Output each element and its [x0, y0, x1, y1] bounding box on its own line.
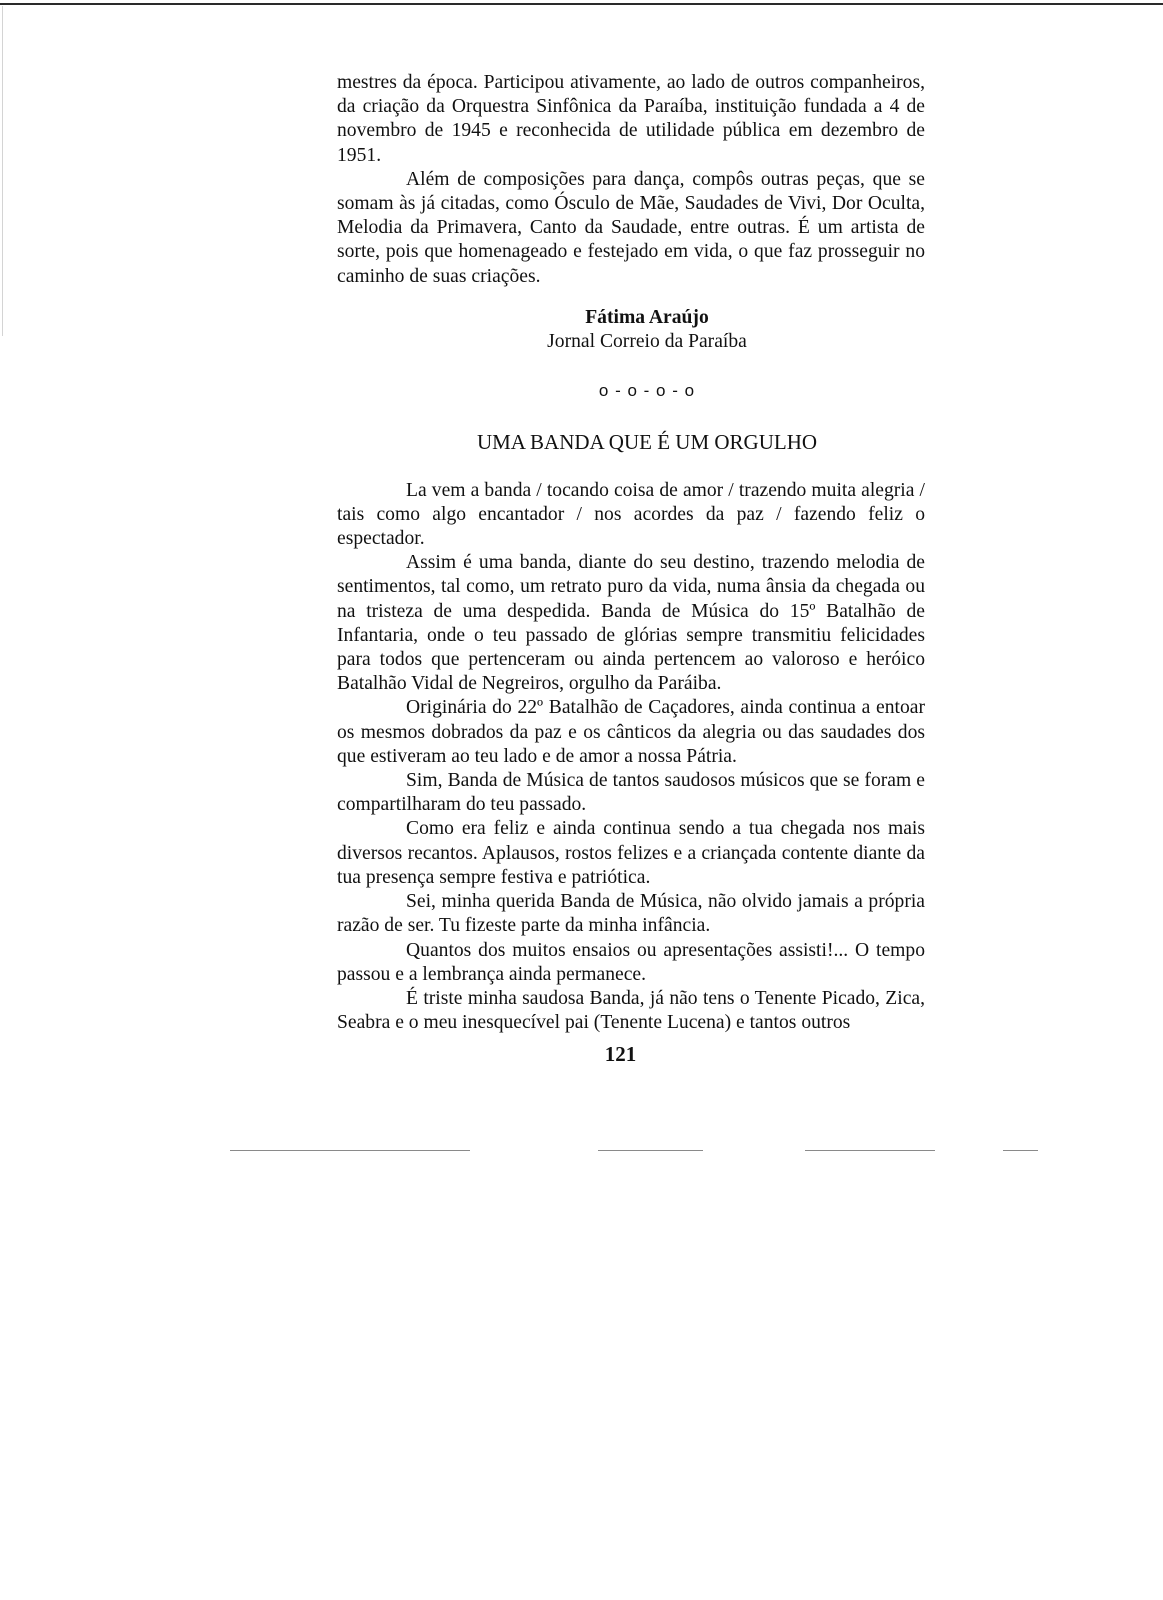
paragraph: Quantos dos muitos ensaios ou apresentações assisti!... O tempo passou e a lembrança ainda permanece. — [337, 939, 925, 985]
section-title: UMA BANDA QUE É UM ORGULHO — [476, 430, 818, 455]
paragraph: Assim é uma banda, diante do seu destino, trazendo melodia de sentimentos, tal como, um retrato puro da vida, numa ânsia da chegada ou na tristeza de uma despedida. Banda de Música do 15º Batalhão de Infantaria, onde o teu passado de glórias sempre transmitiu felicidades para todos que pertenceram ou ainda pertencem ao valoroso e heróico Batalhão Vidal de Negreiros, orgulho da Paráiba. — [337, 552, 925, 695]
paragraph: Além de composições para dança, compôs outras peças, que se somam às já citadas, como Ósculo de Mãe, Saudades de Vivi, Dor Oculta, Melodia da Primavera, Canto da Saudade, entre outras. É um artista de sorte, pois que homenageado e festejado em vida, o que faz prosseguir no caminho de suas criações. — [337, 168, 925, 287]
scan-artifact-line — [1003, 1150, 1038, 1151]
scan-border-top — [0, 3, 1163, 5]
publication-name: Jornal Correio da Paraíba — [547, 331, 747, 353]
paragraph: La vem a banda / tocando coisa de amor / trazendo muita alegria / tais como algo encantador / nos acordes da paz / fazendo feliz o espectador. — [337, 479, 925, 550]
paragraph: Originária do 22º Batalhão de Caçadores, ainda continua a entoar os mesmos dobrados da paz e os cânticos da alegria ou das saudades dos que estiveram ao teu lado e de amor a nossa Pátria. — [337, 697, 925, 767]
author-name: Fátima Araújo — [585, 306, 709, 328]
scan-artifact-line — [805, 1150, 935, 1151]
paragraph: Como era feliz e ainda continua sendo a tua chegada nos mais diversos recantos. Aplausos, rostos felizes e a criançada contente diante da tua presença sempre festiva e patriótica. — [337, 818, 925, 888]
page-number: 121 — [604, 1042, 637, 1066]
scan-border-left — [2, 6, 3, 336]
section-separator: o - o - o - o — [598, 381, 696, 401]
signature-block — [337, 306, 925, 354]
scan-artifact-line — [598, 1150, 703, 1151]
paragraph-continued: mestres da época. Participou ativamente, ao lado de outros companheiros, da criação da Orquestra Sinfônica da Paraíba, instituição fundada a 4 de novembro de 1945 e reconhecida de utilidade pública em dezembro de 1951. — [337, 72, 925, 166]
paragraph: É triste minha saudosa Banda, já não tens o Tenente Picado, Zica, Seabra e o meu inesquecível pai (Tenente Lucena) e tantos outros — [337, 987, 925, 1034]
page-number-container — [0, 1042, 1163, 1067]
paragraph: Sim, Banda de Música de tantos saudosos músicos que se foram e compartilharam do teu passado. — [337, 770, 925, 816]
scan-artifact-line — [230, 1150, 470, 1151]
document-page — [337, 71, 925, 1035]
paragraph: Sei, minha querida Banda de Música, não olvido jamais a própria razão de ser. Tu fizeste parte da minha infância. — [337, 891, 925, 937]
